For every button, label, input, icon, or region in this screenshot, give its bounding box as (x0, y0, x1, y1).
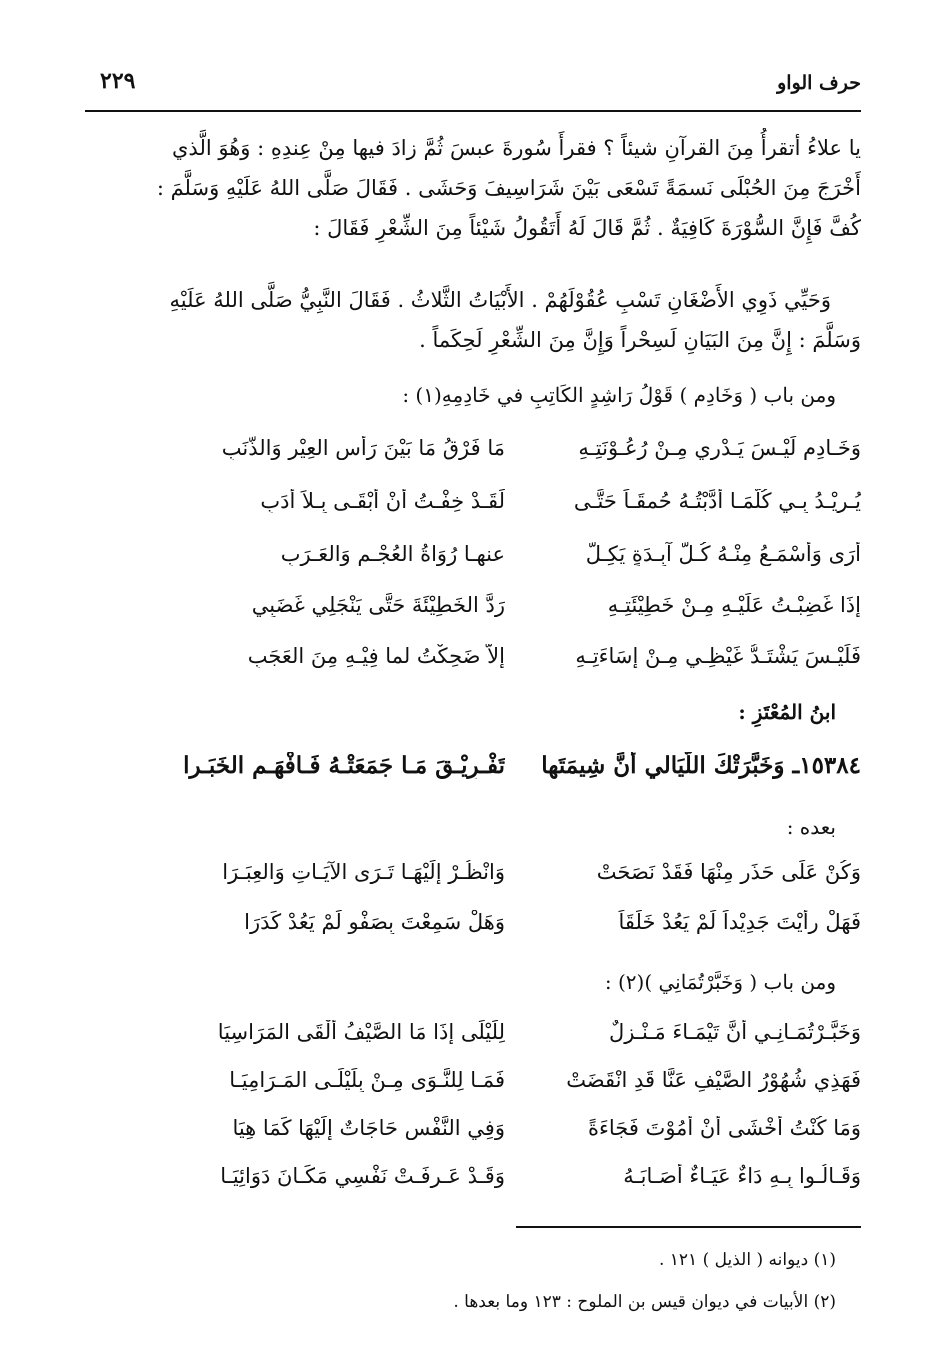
verse-line (85, 860, 861, 904)
text-line: يا علاءُ أتقرأُ مِنَ القرآنِ شيئاً ؟ فقرأَ سُورةَ عبسَ ثُمَّ زادَ فيها مِنْ عِندِهِ : وَهُوَ الَّذي (171, 136, 861, 160)
running-header-title: حرف الواو (777, 72, 861, 94)
verse-second-hemistich: لِلَيْلَى إِذَا مَا الصَّيْفُ أَلْقَى المَرَاسِيَا (217, 1020, 505, 1044)
verse-second-hemistich: فَمَـا لِلنَّـوَى مِـنْ بِلَيْلَـى المَـرَامِيَـا (229, 1068, 505, 1092)
verse-first-hemistich: وَكُنْ عَلَى حَذَرٍ مِنْهَا فَقَدْ نَصَحَتْ (596, 860, 861, 884)
verse-line (85, 1116, 861, 1160)
text-line: كُفَّ فَإِنَّ السُّوْرَةَ كَافِيَةٌ . ثُمَّ قَالَ لَهُ أَتَقُولُ شَيْئاً مِنَ الشِّعْرِ فَقَالَ : (313, 216, 861, 240)
verse-second-hemistich: وَانْظُـرْ إِلَيْهَـا تَـرَى الآيَـاتِ وَالعِبَـرَا (222, 860, 505, 884)
paragraph-1 (85, 128, 861, 248)
verse-second-hemistich: تَفْـرِيْـقَ مَـا جَمَعَتْـهُ فَـافْهَـمِ الخَبَـرا (183, 752, 505, 779)
header-rule (85, 110, 861, 112)
verse-second-hemistich: لَقَـدْ خِفْـتُ أَنْ أَبْقَـى بِـلاَ أَدَبِ (260, 489, 505, 513)
page-number: ٢٢٩ (100, 68, 136, 94)
numbered-verse (85, 752, 861, 796)
poet-name: ابنُ المُعْتَزِ : (738, 700, 836, 724)
paragraph-2 (85, 280, 861, 360)
section-intro-khadim: ومن باب ( وَخَادِم ) قَوْلُ رَاشِدٍ الكَاتِبِ في خَادِمِهِ(١) : (402, 383, 836, 407)
verse-line (85, 910, 861, 954)
verse-first-hemistich: أَرَى وَأَسْمَـعُ مِنْـهُ كُـلَّ آبِـدَةٍ يَكِـلُّ (585, 542, 861, 566)
verse-line (85, 593, 861, 637)
verse-first-hemistich: يُـرِيْـدُ بِـي كُلَّمَـا أَدَّبْتُـهُ حُمقَـاً حَتَّـى (573, 489, 861, 513)
verse-line (85, 489, 861, 533)
footnote-1: (١) ديوانه ( الذيل ) ١٢١ . (658, 1250, 836, 1270)
verse-first-hemistich: فَهَذِي شُهُوْرُ الصَّيْفِ عَنَّا قَدِ انْقَضَتْ (566, 1068, 861, 1092)
verse-second-hemistich: رَدَّ الخَطِيْئَةَ حَتَّى يَنْجَلِي غَضَبِي (251, 593, 505, 617)
footnote-2: (٢) الأبيات في ديوان قيس بن الملوح : ١٢٣ وما بعدها . (453, 1292, 836, 1312)
verse-line (85, 542, 861, 586)
after-label: بعده : (786, 815, 836, 839)
verse-first-hemistich: فَهَلْ رأَيْتَ جَدِيْداً لَمْ يَعُدْ خَلَقَاً (618, 910, 861, 934)
verse-line (85, 436, 861, 480)
verse-second-hemistich: وَهَلْ سَمِعْتَ بِصَفْوٍ لَمْ يَعُدْ كَدَرَا (244, 910, 505, 934)
verse-first-hemistich: وَخَبَّـرْتُمَـانِـي أَنَّ تَيْمَـاءَ مَـنْـزِلٌ (609, 1020, 861, 1044)
verse-first-hemistich: ١٥٣٨٤ـ وَخَبَّرَتْكَ اللَّيَالي أَنَّ شِيمَتَها (541, 752, 861, 779)
verse-line (85, 1068, 861, 1112)
verse-line (85, 644, 861, 688)
verse-first-hemistich: فَلَيْـسَ يَشْتَـدُّ غَيْظِـي مِـنْ إِسَاءَتِـهِ (575, 644, 861, 668)
verse-first-hemistich: وَخَـادِمٍ لَيْـسَ يَـدْرِي مِـنْ رُعُـوْنَتِـهِ (578, 436, 861, 460)
text-line: وَسَلَّمَ : إِنَّ مِنَ البَيَانِ لَسِحْراً وَإِنَّ مِنَ الشِّعْرِ لَحِكَماً . (419, 328, 861, 352)
verse-first-hemistich: إِذَا غَضِبْـتُ عَلَيْـهِ مِـنْ خَطِيْئَتِـهِ (607, 593, 861, 617)
text-line: وَحَيِّي ذَوِي الأَضْغَانِ تَسْبِ عُقُوْلَهُمْ . الأَبْيَاتُ الثَّلاثُ . فَقَالَ النَّبِيُّ صَلَّى اللهُ عَلَيْهِ (169, 288, 831, 312)
text-line: أَخْرَجَ مِنَ الحُبْلَى نَسمَةً تَسْعَى بَيْنَ شَرَاسِيفَ وَحَشَى . فَقَالَ صَلَّى اللهُ عَلَيْهِ وَسَلَّمَ : (156, 176, 861, 200)
verse-second-hemistich: وَفِي النَّفْسِ حَاجَاتٌ إِلَيْهَا كَمَا هِيَا (232, 1116, 505, 1140)
verse-first-hemistich: وَقَـالُـوا بِـهِ دَاءٌ عَيَـاءٌ أَصَـابَـهُ (623, 1164, 861, 1188)
verse-line (85, 1164, 861, 1208)
verse-second-hemistich: مَا فَرْقُ مَا بَيْنَ رَأْسِ العِيْرِ وَالذَّنَبِ (221, 436, 505, 460)
section-intro-khabbartumani: ومن باب ( وَخَبَّرْتُمَانِي )(٢) : (604, 970, 836, 994)
verse-line (85, 1020, 861, 1064)
verse-second-hemistich: إِلاَّ ضَحِكْتُ لما فِيْـهِ مِنَ العَجَبِ (247, 644, 505, 668)
verse-first-hemistich: وَمَا كُنْتُ أَخْشَى أَنْ أَمُوْتَ فَجَاءَةً (588, 1116, 861, 1140)
footnote-rule (516, 1226, 861, 1228)
verse-second-hemistich: وَقَـدْ عَـرِفَـتْ نَفْسِي مَكَـانَ دَوَائِيَـا (220, 1164, 505, 1188)
verse-second-hemistich: عنهـا رُوَاةُ العُجْـمِ وَالعَـرَبِ (280, 542, 505, 566)
